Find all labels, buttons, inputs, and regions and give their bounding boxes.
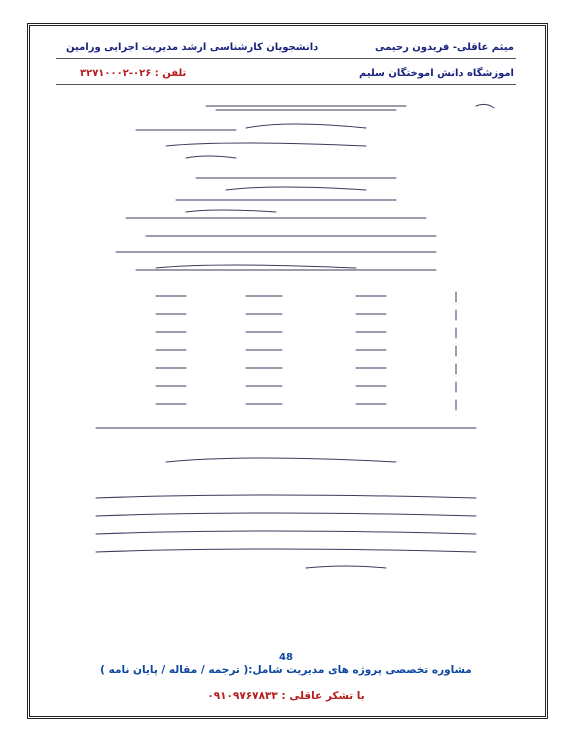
footer-services: مشاوره تخصصی پروژه های مدیریت شامل:( ترجمه / مقاله / پایان نامه ) — [100, 664, 472, 676]
header-phone: تلفن : ۰۲۶-۳۲۷۱۰۰۰۲ — [80, 68, 187, 79]
header-divider — [56, 58, 516, 59]
header-program: دانشجویان کارشناسی ارشد مدیریت اجرایی ورامین — [66, 42, 319, 53]
handwritten-solution-image — [56, 88, 518, 588]
header-institute: اموزشگاه دانش اموختگان سلیم — [359, 68, 514, 79]
header-divider-2 — [56, 84, 516, 85]
page-number: 48 — [279, 652, 293, 663]
header-authors: میثم عاقلی- فریدون رحیمی — [374, 42, 514, 53]
footer-contact: با تشکر عاقلی : ۰۹۱۰۹۷۶۷۸۳۳ — [207, 690, 365, 702]
handwriting-strokes — [56, 88, 518, 588]
